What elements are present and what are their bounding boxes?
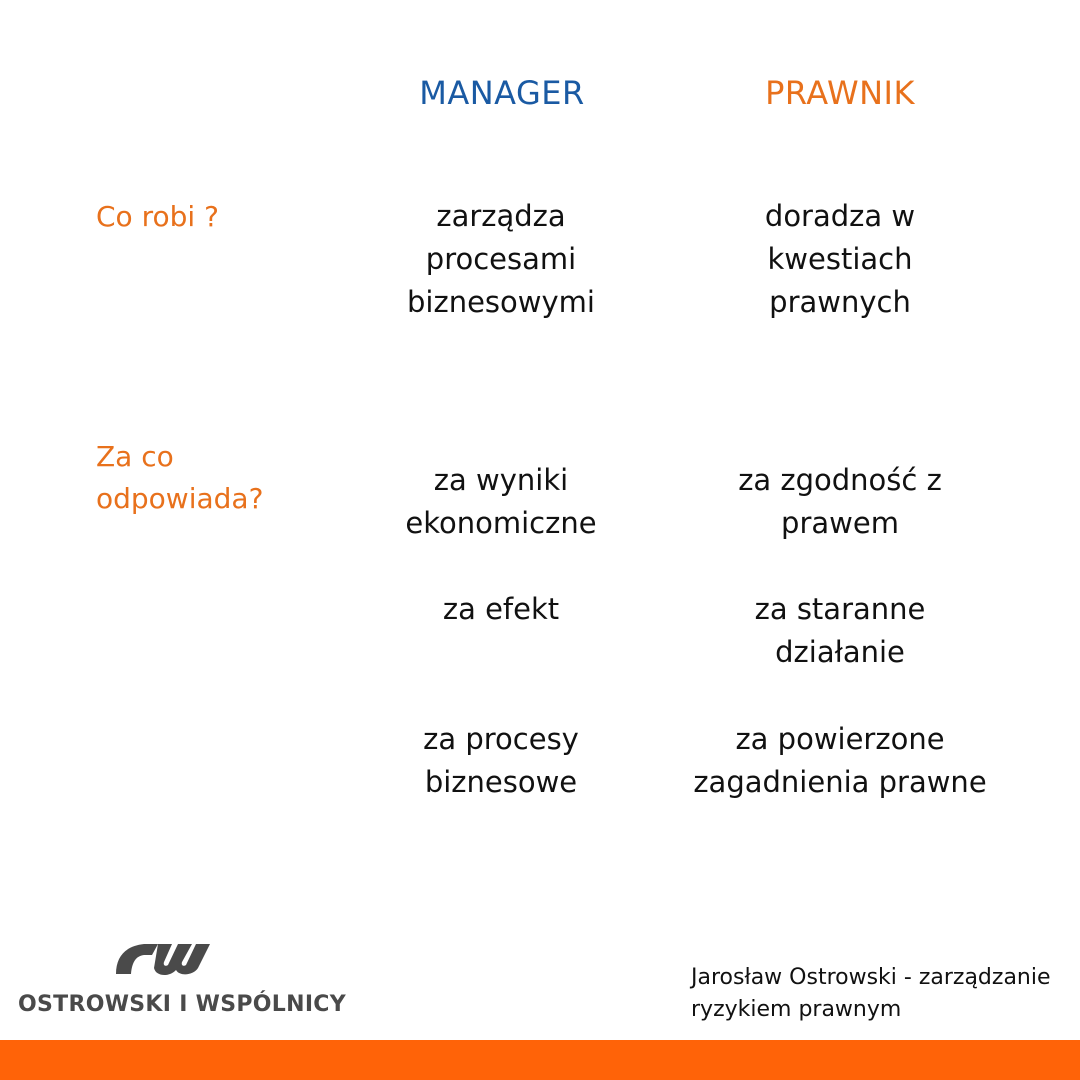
manager-does: [331, 195, 671, 324]
text-line: za wyniki: [433, 463, 569, 497]
question-responsible-line2: odpowiada?: [96, 482, 264, 515]
logo-text: OSTROWSKI I WSPÓLNICY: [18, 992, 346, 1017]
prawnik-resp-2: [670, 588, 1010, 674]
text-line: kwestiach: [767, 242, 913, 276]
prawnik-heading: PRAWNIK: [765, 74, 915, 112]
footer-caption-line2: ryzykiem prawnym: [691, 997, 902, 1022]
manager-resp-2: [331, 588, 671, 631]
text-line: doradza w: [764, 199, 916, 233]
logo-mark-icon: [18, 938, 348, 980]
footer-caption-line1: Jarosław Ostrowski - zarządzanie: [691, 965, 1051, 990]
footer-caption: [691, 962, 1080, 1026]
text-line: biznesowymi: [407, 285, 595, 319]
prawnik-resp-3: [670, 718, 1010, 804]
text-line: za zgodność z: [738, 463, 942, 497]
text-line: za staranne: [754, 592, 926, 626]
bottom-bar: [0, 1040, 1080, 1080]
text-line: procesami: [425, 242, 577, 276]
text-line: prawem: [781, 506, 899, 540]
text-line: zarządza: [436, 199, 566, 233]
text-line: prawnych: [769, 285, 911, 319]
text-line: za procesy: [423, 722, 579, 756]
manager-resp-3: [331, 718, 671, 804]
company-logo: [18, 938, 348, 1017]
question-what: Co robi ?: [96, 200, 219, 233]
question-responsible-line1: Za co: [96, 440, 174, 473]
text-line: ekonomiczne: [405, 506, 597, 540]
prawnik-resp-1: [670, 459, 1010, 545]
text-line: zagadnienia prawne: [693, 765, 987, 799]
prawnik-does: [670, 195, 1010, 324]
text-line: za efekt: [442, 592, 560, 626]
text-line: biznesowe: [424, 765, 578, 799]
text-line: działanie: [775, 635, 905, 669]
manager-heading: MANAGER: [419, 74, 585, 112]
manager-resp-1: [331, 459, 671, 545]
question-responsible: [96, 436, 263, 520]
text-line: za powierzone: [735, 722, 945, 756]
